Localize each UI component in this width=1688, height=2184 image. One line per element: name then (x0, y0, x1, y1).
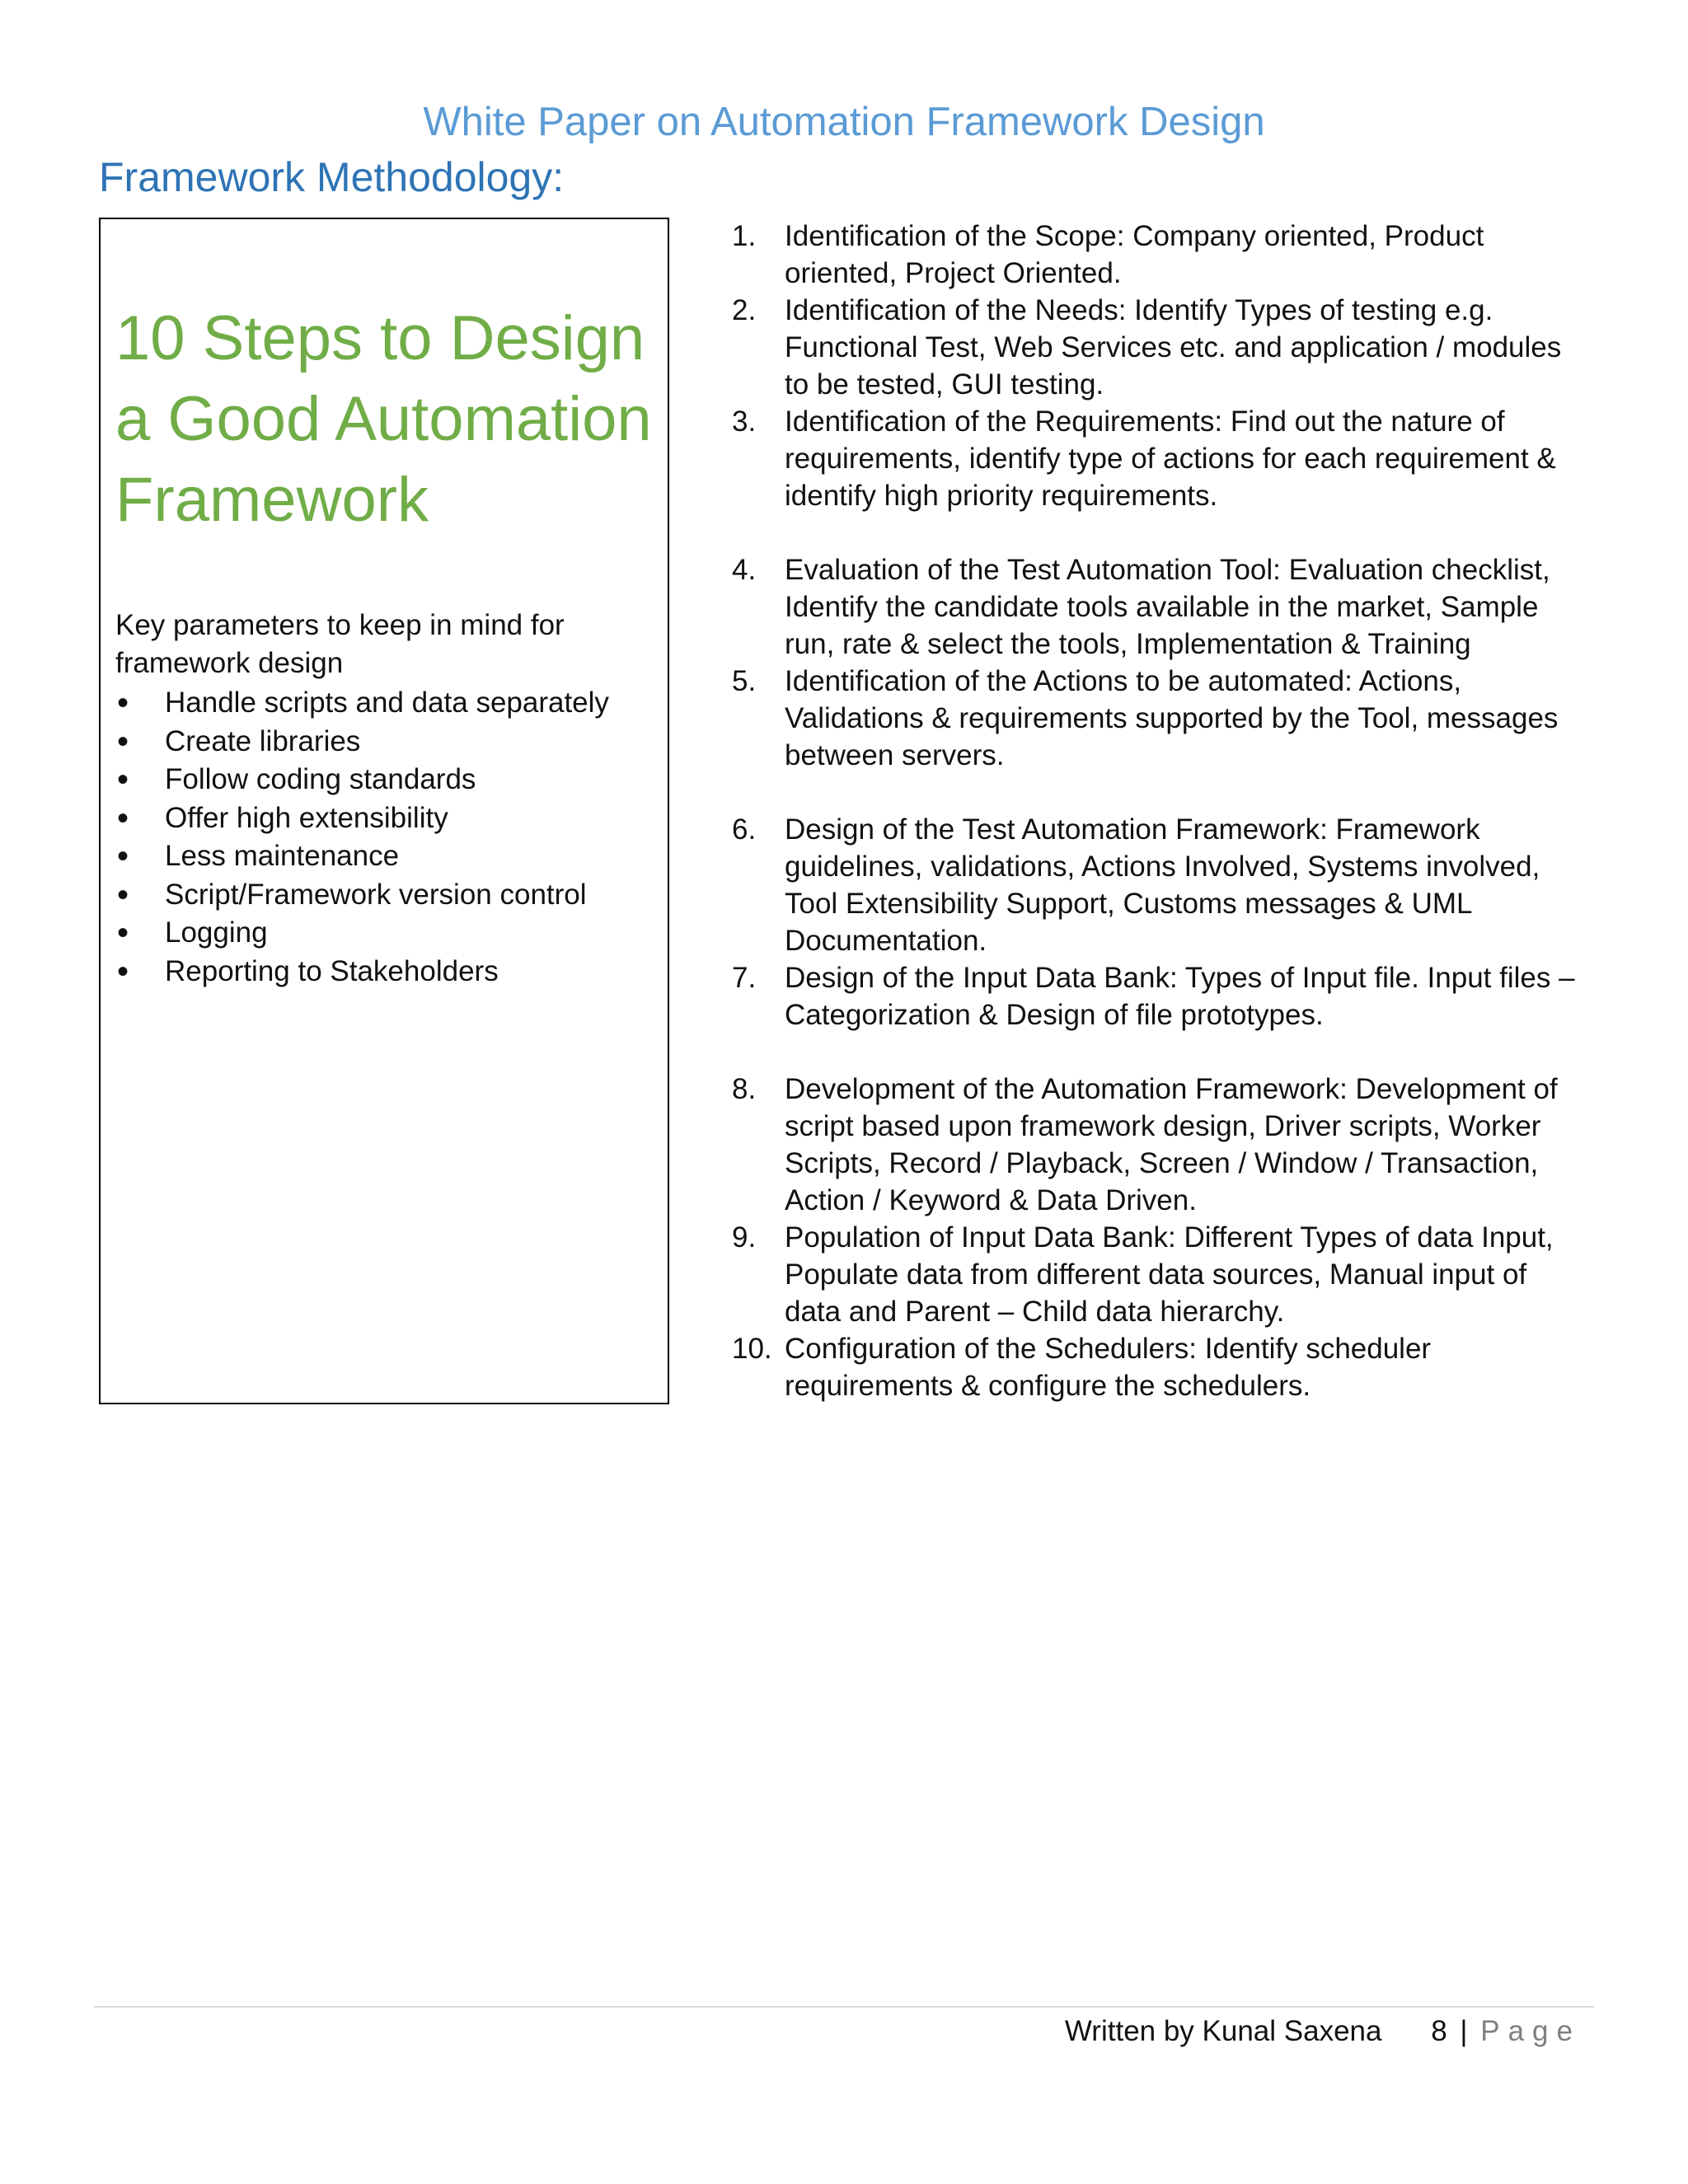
footer-divider (94, 2006, 1594, 2008)
step-text: Identification of the Actions to be automated: Actions, Validations & requirements supported by the Tool, messages between servers. (785, 665, 1559, 771)
step-text: Identification of the Requirements: Find out the nature of requirements, identify type of actions for each requirement & identify high priority requirements. (785, 405, 1556, 512)
step-text: Design of the Input Data Bank: Types of Input file. Input files – Categorization & Design of file prototypes. (785, 962, 1575, 1031)
section-heading: Framework Methodology: (99, 154, 565, 200)
step-item (732, 663, 1589, 774)
footer-author: Written by Kunal Saxena (1064, 2015, 1382, 2047)
step-text: Configuration of the Schedulers: Identify scheduler requirements & configure the schedulers. (785, 1333, 1432, 1402)
key-parameter-item: • Script/Framework version control (115, 876, 609, 915)
step-text: Development of the Automation Framework: Development of script based upon framework design, Driver scripts, Worker Scripts, Record / Playback, Screen / Window / Transaction, Action / Keyword & Data Driven. (785, 1073, 1558, 1216)
key-parameter-item: • Handle scripts and data separately (115, 684, 609, 723)
step-number: 7. (732, 962, 757, 994)
step-text: Design of the Test Automation Framework: Framework guidelines, validations, Actions Involved, Systems involved, Tool Extensibility Support, Customs messages & UML Documentation. (785, 813, 1540, 957)
step-number: 9. (732, 1221, 757, 1254)
step-item (732, 1219, 1589, 1330)
step-item (732, 218, 1589, 292)
footer-separator: | (1460, 2015, 1468, 2047)
key-parameter-item: • Less maintenance (115, 837, 609, 876)
step-item (732, 551, 1589, 663)
page-number: 8 (1431, 2015, 1447, 2047)
sidebar-title: 10 Steps to Design a Good Automation Framework (115, 303, 652, 535)
key-parameters-intro: Key parameters to keep in mind for framework design (115, 609, 565, 679)
step-text: Population of Input Data Bank: Different Types of data Input, Populate data from different data sources, Manual input of data and Parent – Child data hierarchy. (785, 1221, 1554, 1328)
step-text: Evaluation of the Test Automation Tool: Evaluation checklist, Identify the candidate tools available in the market, Sample run, rate & select the tools, Implementation & Training (785, 554, 1550, 660)
key-parameter-item: • Follow coding standards (115, 761, 609, 799)
key-parameter-item: • Reporting to Stakeholders (115, 953, 609, 991)
page-footer (1065, 2013, 1581, 2050)
sidebar-box (99, 218, 669, 1404)
document-title: White Paper on Automation Framework Design (423, 100, 1265, 144)
step-number: 4. (732, 554, 757, 586)
footer-page-label: Page (1480, 2015, 1581, 2047)
step-number: 8. (732, 1073, 757, 1105)
step-item (732, 292, 1589, 403)
step-item (732, 959, 1589, 1033)
step-number: 2. (732, 294, 757, 326)
step-item (732, 1071, 1589, 1219)
step-item (732, 1330, 1589, 1404)
key-parameter-item: • Offer high extensibility (115, 799, 609, 838)
step-item (732, 811, 1589, 959)
step-text: Identification of the Needs: Identify Types of testing e.g. Functional Test, Web Services etc. and application / modules to be tested, GUI testing. (785, 294, 1562, 401)
key-parameter-item: • Create libraries (115, 723, 609, 762)
step-number: 6. (732, 813, 757, 846)
step-text: Identification of the Scope: Company oriented, Product oriented, Project Oriented. (785, 220, 1484, 289)
step-item (732, 403, 1589, 514)
step-number: 5. (732, 665, 757, 697)
step-number: 1. (732, 220, 757, 252)
step-number: 3. (732, 405, 757, 438)
key-parameters-list (115, 684, 609, 991)
step-number: 10. (732, 1333, 772, 1365)
key-parameter-item: • Logging (115, 914, 609, 953)
steps-list (732, 218, 1589, 1404)
